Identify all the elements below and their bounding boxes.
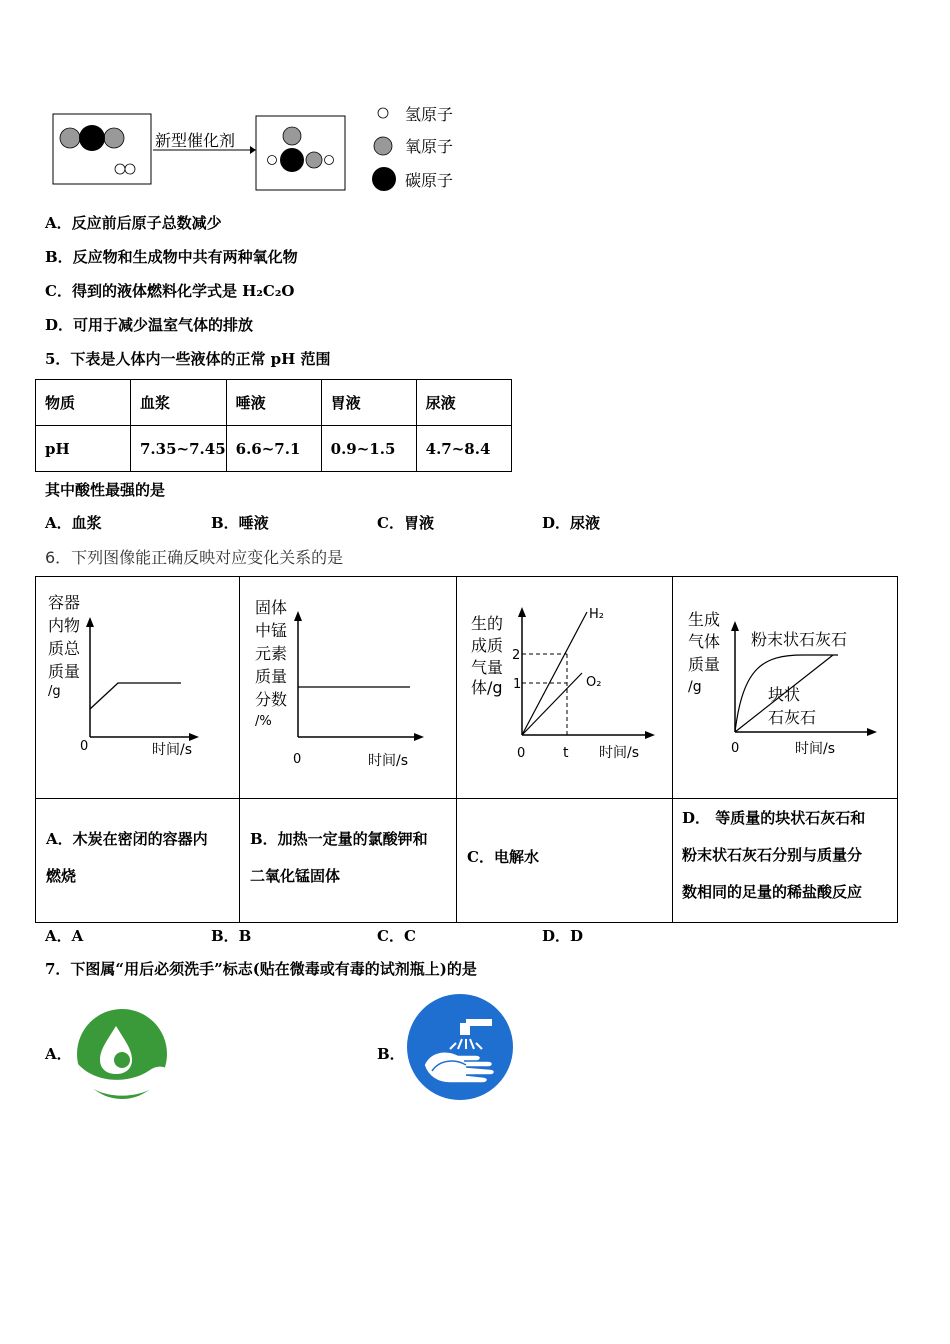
arrow-head — [250, 146, 256, 154]
reaction-svg — [50, 100, 480, 200]
y-axis-arrow — [518, 607, 526, 617]
graph-c-origin: 0 — [517, 746, 526, 761]
table-header: 血浆 — [131, 380, 227, 426]
hydrogen-atom — [268, 156, 277, 165]
graph-cell-b — [240, 577, 457, 799]
caption-cell-a — [36, 799, 240, 922]
legend-oxygen-icon — [374, 137, 392, 155]
graph-d-ylabel: 质量 — [688, 655, 721, 674]
graph-c-xlabel: 时间/s — [599, 745, 640, 761]
graph-a-ylabel: 内物 — [48, 616, 81, 635]
q6-stem: 6．下列图像能正确反映对应变化关系的是 — [45, 548, 344, 567]
x-axis-arrow — [867, 728, 877, 736]
q4-option-b[interactable]: B．反应物和生成物中共有两种氧化物 — [45, 248, 298, 266]
table-cell: pH — [36, 426, 131, 472]
h2-label: H₂ — [589, 607, 604, 622]
graph-a-origin: 0 — [80, 739, 89, 754]
graph-b-origin: 0 — [293, 752, 302, 767]
caption-cell-c — [457, 799, 673, 922]
graph-a-ylabel: 质量 — [48, 662, 81, 681]
q7-option-a[interactable]: A． — [45, 1045, 72, 1063]
table-cell: 4.7~8.4 — [416, 426, 511, 472]
legend-hydrogen-label: 氢原子 — [405, 105, 454, 124]
graph-a-xlabel: 时间/s — [152, 742, 193, 758]
graph-b-xlabel: 时间/s — [368, 753, 409, 769]
graph-d-origin: 0 — [731, 741, 740, 756]
graph-b-ylabel: 质量 — [255, 667, 288, 686]
t-label: t — [563, 745, 569, 761]
caption-b: B．加热一定量的氯酸钾和 — [250, 830, 428, 848]
y-axis-arrow — [731, 621, 739, 631]
q7-option-b[interactable]: B． — [377, 1045, 405, 1063]
o2-label: O₂ — [586, 675, 602, 690]
y-axis-arrow — [86, 617, 94, 627]
table-row — [36, 426, 512, 472]
legend-carbon-icon — [372, 167, 396, 191]
caption-b: 二氧化锰固体 — [250, 867, 341, 885]
graph-cell-c — [457, 577, 673, 799]
graph-a-ylabel: 质总 — [48, 639, 81, 658]
x-axis-arrow — [189, 733, 199, 741]
tick-2: 2 — [512, 648, 521, 663]
graph-d — [673, 577, 897, 799]
graph-b-ylabel: 固体 — [255, 598, 288, 617]
hydrogen-atom — [115, 164, 125, 174]
oxygen-atom — [104, 128, 124, 148]
table-header: 物质 — [36, 380, 131, 426]
caption-c: C．电解水 — [467, 848, 539, 866]
x-axis-arrow — [645, 731, 655, 739]
graph-c — [457, 577, 673, 799]
q4-option-c[interactable]: C．得到的液体燃料化学式是 H₂C₂O — [45, 282, 295, 300]
graph-b-ylabel: /% — [255, 714, 272, 729]
graph-d-ylabel: 气体 — [688, 632, 721, 651]
caption-d: 粉末状石灰石分别与质量分 — [682, 846, 863, 864]
graph-c-ylabel: 生的 — [471, 614, 504, 633]
hydrogen-atom — [325, 156, 334, 165]
oxygen-atom — [283, 127, 301, 145]
graph-c-ylabel: 体/g — [471, 678, 503, 697]
q5-option-a[interactable]: A．血浆 — [45, 514, 102, 532]
graph-d-ylabel: 生成 — [688, 610, 721, 629]
water-conservation-sign-icon[interactable] — [76, 1008, 168, 1104]
reaction-diagram — [50, 100, 480, 200]
graph-a-line — [90, 683, 181, 709]
table-row — [36, 380, 512, 426]
carbon-atom — [79, 125, 105, 151]
q4-option-d[interactable]: D．可用于减少温室气体的排放 — [45, 316, 254, 334]
q7-stem: 7．下图属“用后必须洗手”标志(贴在微毒或有毒的试剂瓶上)的是 — [45, 960, 477, 978]
graph-d-xlabel: 时间/s — [795, 741, 836, 757]
q5-stem: 5．下表是人体内一些液体的正常 pH 范围 — [45, 350, 331, 368]
oxygen-atom — [306, 152, 322, 168]
table-cell: 7.35~7.45 — [131, 426, 227, 472]
hydrogen-atom — [125, 164, 135, 174]
carbon-atom — [280, 148, 304, 172]
block-label: 石灰石 — [768, 708, 817, 727]
caption-cell-d — [673, 799, 897, 922]
legend-oxygen-label: 氧原子 — [405, 137, 454, 156]
q4-option-a[interactable]: A．反应前后原子总数减少 — [45, 214, 222, 232]
q5-question: 其中酸性最强的是 — [45, 481, 166, 499]
graph-a-ylabel: 容器 — [48, 593, 81, 612]
caption-a: 燃烧 — [46, 867, 77, 885]
wash-hands-sign-icon[interactable] — [406, 993, 514, 1105]
q6-option-b[interactable]: B．B — [211, 927, 252, 945]
x-axis-arrow — [414, 733, 424, 741]
graph-b-ylabel: 元素 — [255, 644, 288, 663]
legend-carbon-label: 碳原子 — [405, 171, 454, 190]
tick-1: 1 — [513, 677, 522, 692]
graph-b-ylabel: 分数 — [255, 690, 288, 709]
q5-option-c[interactable]: C．胃液 — [377, 514, 434, 532]
caption-cell-b — [240, 799, 457, 922]
graph-b — [240, 577, 457, 799]
legend-hydrogen-icon — [378, 108, 388, 118]
reactant-box — [53, 114, 151, 184]
q6-option-c[interactable]: C．C — [377, 927, 416, 945]
graph-a — [36, 577, 240, 799]
oxygen-atom — [60, 128, 80, 148]
table-header: 尿液 — [416, 380, 511, 426]
graph-cell-a — [36, 577, 240, 799]
q5-option-d[interactable]: D．尿液 — [542, 514, 601, 532]
table-header: 唾液 — [226, 380, 321, 426]
table-cell: 6.6~7.1 — [226, 426, 321, 472]
graph-c-ylabel: 成质 — [471, 636, 504, 655]
q5-option-b[interactable]: B．唾液 — [211, 514, 269, 532]
table-header: 胃液 — [321, 380, 416, 426]
h2-line — [522, 612, 587, 735]
block-label: 块状 — [768, 685, 801, 704]
o2-line — [522, 673, 582, 735]
catalyst-label: 新型催化剂 — [155, 131, 236, 150]
powder-label: 粉末状石灰石 — [751, 630, 848, 649]
graph-cell-d — [673, 577, 897, 799]
caption-d: D． 等质量的块状石灰石和 — [682, 809, 866, 827]
graph-b-ylabel: 中锰 — [255, 621, 288, 640]
graph-a-ylabel: /g — [48, 684, 61, 699]
caption-d: 数相同的足量的稀盐酸反应 — [682, 883, 863, 901]
graph-d-ylabel: /g — [688, 679, 702, 695]
q6-option-d[interactable]: D．D — [542, 927, 584, 945]
ph-table — [35, 379, 512, 472]
table-cell: 0.9~1.5 — [321, 426, 416, 472]
graph-c-ylabel: 气量 — [471, 658, 504, 677]
y-axis-arrow — [294, 611, 302, 621]
q6-option-a[interactable]: A．A — [45, 927, 84, 945]
q6-graph-grid — [35, 576, 898, 923]
caption-a: A．木炭在密闭的容器内 — [46, 830, 208, 848]
